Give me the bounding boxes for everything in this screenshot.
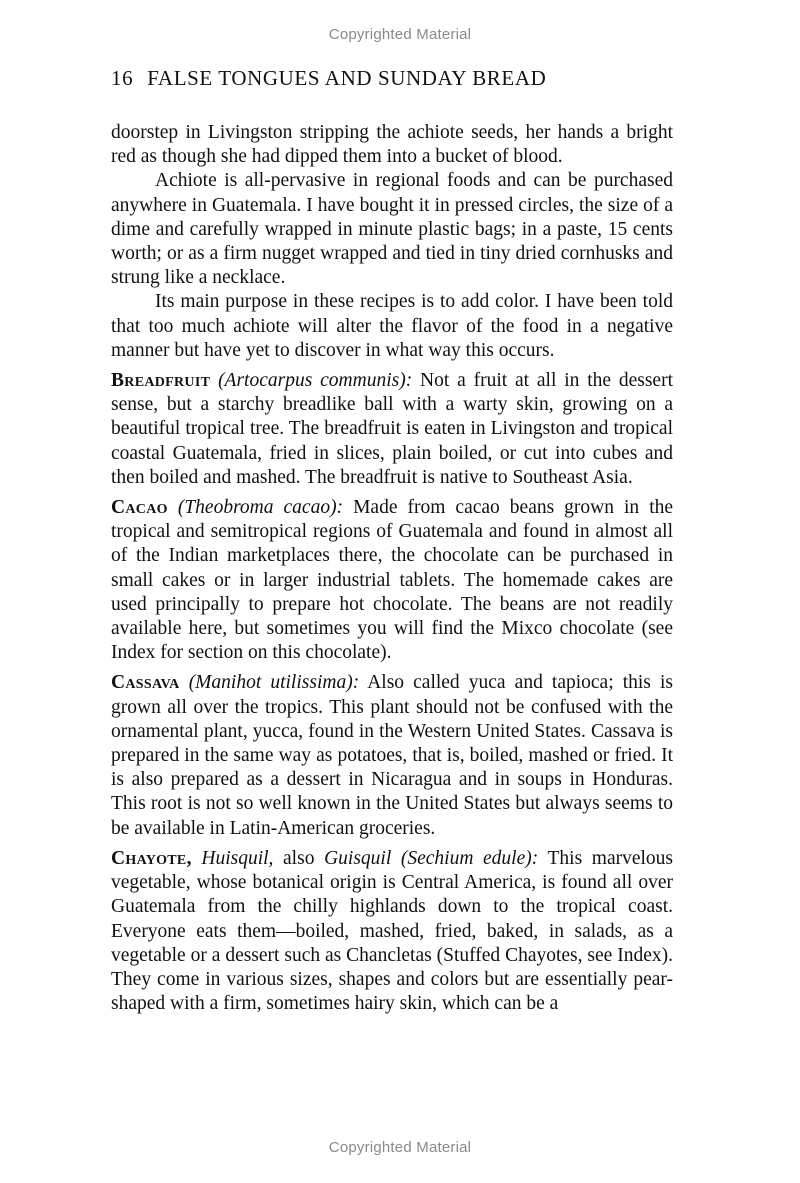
entry-latin-name: (Sechium edule):	[400, 847, 539, 869]
entry-text: Not a fruit at all in the dessert sense, but a starchy breadlike ball with a warty skin, growing on a beautiful tropical tree. The breadfruit is eaten in Livingston and tropical coastal Guatemala, fried in slices, plain boiled, or cut into cubes and then boiled and mashed. The breadfruit is native to Southeast Asia.	[111, 370, 673, 488]
page-body	[111, 121, 673, 1016]
glossary-entry-cassava	[111, 671, 673, 840]
entry-term: Breadfruit	[111, 370, 211, 392]
achiote-paragraph-1: Achiote is all-pervasive in regional foods and can be purchased anywhere in Guatemala. I have bought it in pressed circles, the size of a dime and carefully wrapped in minute plastic bags; in a paste, 15 cents worth; or as a firm nugget wrapped and tied in tiny dried cornhusks and strung like a necklace.	[111, 170, 673, 289]
entry-text: Made from cacao beans grown in the tropical and semitropical regions of Guatemala and found in almost all of the Indian marketplaces there, the chocolate can be purchased in small cakes or in larger industrial tablets. The homemade cakes are used principally to prepare hot chocolate. The beans are not readily available here, but sometimes you will find the Mixco chocolate (see Index for section on this chocolate).	[111, 497, 674, 664]
entry-term: Cacao	[111, 497, 168, 519]
glossary-entry-cacao	[111, 496, 673, 665]
entry-latin-name: (Artocarpus communis):	[218, 370, 413, 392]
entry-alt-name-2: Guisquil	[324, 847, 392, 869]
entry-alt-name: Huisquil,	[201, 847, 274, 869]
copyright-watermark-bottom: Copyrighted Material	[328, 1139, 472, 1156]
glossary-entry-chayote	[111, 847, 673, 1016]
entry-also: also	[283, 847, 315, 869]
copyright-watermark-top: Copyrighted Material	[328, 26, 472, 43]
continuation-paragraph: doorstep in Livingston stripping the achiote seeds, her hands a bright red as though she had dipped them into a bucket of blood.	[111, 122, 673, 168]
entry-latin-name: (Theobroma cacao):	[177, 497, 344, 519]
glossary-entry-breadfruit	[111, 369, 673, 490]
entry-text: Also called yuca and tapioca; this is grown all over the tropics. This plant should not be confused with the ornamental plant, yucca, found in the Western United States. Cassava is prepared in the same way as potatoes, that is, boiled, mashed or fried. It is also prepared as a dessert in Nicaragua and in soups in Honduras. This root is not so well known in the United States but always seems to be available in Latin-American groceries.	[111, 672, 673, 839]
running-header	[111, 66, 546, 91]
entry-latin-name: (Manihot utilissima):	[188, 672, 360, 694]
running-title: FALSE TONGUES AND SUNDAY BREAD	[147, 66, 547, 90]
entry-term: Chayote,	[111, 847, 192, 869]
page-number: 16	[111, 66, 134, 90]
entry-text: This marvelous vegetable, whose botanical origin is Central America, is found all over Guatemala from the chilly highlands down to the tropical coast. Everyone eats them—boiled, mashed, fried, baked, in salads, as a vegetable or a dessert such as Chancletas (Stuffed Chayotes, see Index). They come in various sizes, shapes and colors but are essentially pear-shaped with a firm, sometimes hairy skin, which can be a	[111, 847, 674, 1015]
entry-term: Cassava	[111, 672, 180, 694]
achiote-paragraph-2: Its main purpose in these recipes is to add color. I have been told that too much achiote will alter the flavor of the food in a negative manner but have yet to discover in what way this occurs.	[111, 291, 673, 361]
